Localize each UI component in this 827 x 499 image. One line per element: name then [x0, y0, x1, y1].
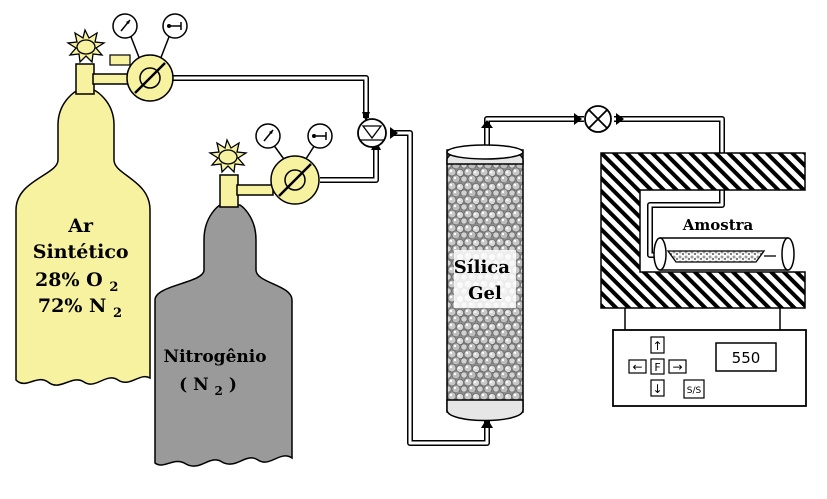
- temperature-controller: [613, 330, 806, 406]
- nitrogen-label-line1: Nitrogênio: [163, 347, 267, 367]
- nitrogen-cylinder: [155, 140, 292, 466]
- tube-furnace: [601, 153, 805, 330]
- function-key[interactable]: [651, 359, 664, 374]
- three-way-valve-icon[interactable]: [358, 119, 386, 147]
- quartz-tube: [654, 238, 794, 270]
- nitrogen-outlet-gauge-icon: [308, 124, 332, 148]
- air-pressure-regulator[interactable]: [110, 14, 187, 101]
- display-value: 550: [731, 349, 761, 367]
- up-arrow-icon: ↑: [652, 339, 663, 353]
- nitrogen-valve-handwheel-icon[interactable]: [210, 140, 246, 172]
- column-label-line2: Gel: [468, 283, 502, 304]
- down-key[interactable]: [651, 380, 664, 396]
- nitrogen-label-close: ): [228, 375, 237, 395]
- air-label-line4-sub: 2: [113, 306, 123, 321]
- column-label-line1: Sílica: [453, 257, 510, 278]
- sample-boat: [668, 251, 764, 262]
- air-label-line4: 72% N: [37, 295, 107, 317]
- left-arrow-icon: ←: [632, 360, 643, 374]
- left-key[interactable]: [629, 360, 646, 374]
- nitrogen-label-sub: 2: [214, 384, 223, 398]
- sample-label: Amostra: [682, 216, 754, 234]
- air-label-line1: Ar: [68, 215, 94, 237]
- start-stop-label: S/S: [686, 386, 702, 396]
- nitrogen-label-open: ( N: [179, 375, 209, 395]
- air-label-line3: 28% O: [35, 269, 103, 291]
- up-key[interactable]: [651, 337, 664, 353]
- function-key-label: F: [654, 361, 661, 374]
- silica-gel-column: [447, 145, 523, 421]
- right-key[interactable]: [669, 360, 686, 374]
- nitrogen-cylinder-body: [155, 205, 292, 466]
- flow-control-valve-icon[interactable]: [585, 106, 611, 132]
- air-cylinder-neck: [76, 64, 94, 94]
- right-arrow-icon: →: [672, 360, 683, 374]
- nitrogen-pressure-gauge-icon: [256, 124, 280, 148]
- air-valve-handwheel-icon[interactable]: [68, 30, 104, 62]
- start-stop-key[interactable]: [684, 380, 704, 398]
- down-arrow-icon: ↓: [652, 382, 663, 396]
- air-outlet-gauge-icon: [163, 14, 187, 38]
- controller-display: [716, 343, 776, 371]
- air-cylinder-body: [16, 90, 150, 385]
- air-pressure-gauge-icon: [113, 14, 137, 38]
- air-label-line2: Sintético: [32, 241, 129, 263]
- air-label-line3-sub: 2: [109, 280, 119, 295]
